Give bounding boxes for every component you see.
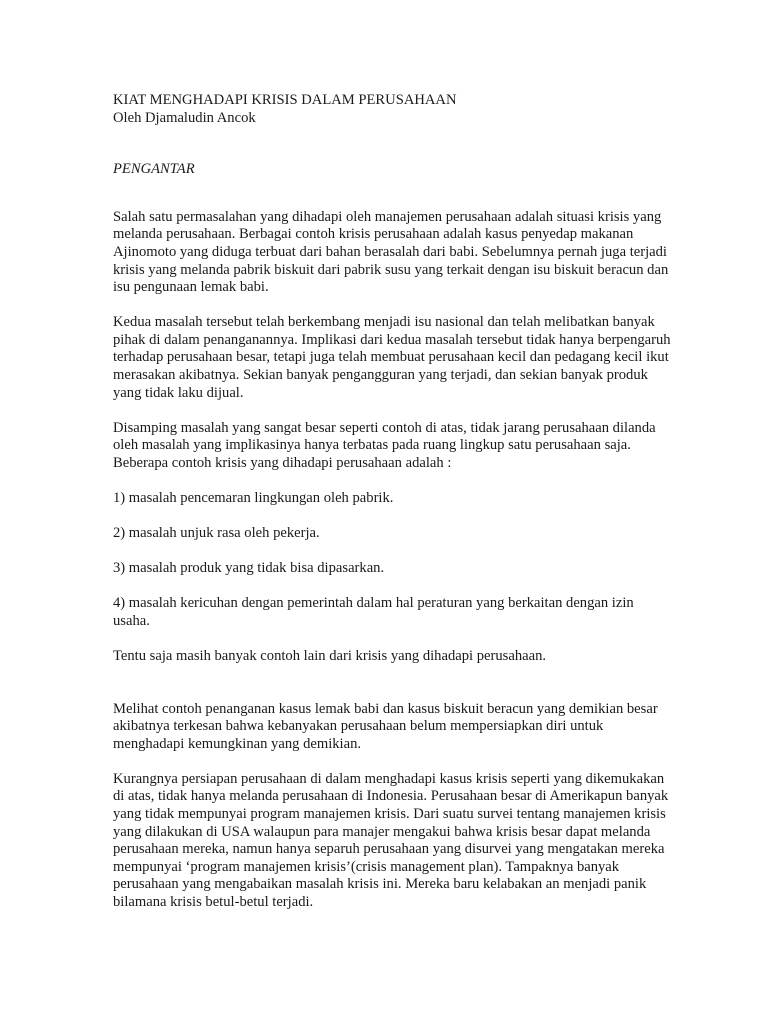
document-body bbox=[113, 92, 673, 912]
paragraph: Melihat contoh penanganan kasus lemak babi dan kasus biskuit beracun yang demikian besar akibatnya terkesan bahwa kebanyakan perusahaan belum mempersiapkan diri untuk menghadapi kemungkinan yang demikian. bbox=[113, 700, 658, 752]
paragraph: Kurangnya persiapan perusahaan di dalam menghadapi kasus krisis seperti yang dikemukakan di atas, tidak hanya melanda perusahaan di Indonesia. Perusahaan besar di Amerikapun banyak yang tidak mempunyai program manajemen krisis. Dari suatu survei tentang manajemen krisis yang dilakukan di USA walaupun para manajer mengakui bahwa krisis besar dapat melanda perusahaan mereka, namun hanya separuh perusahaan yang disurvei yang mengatakan mereka mempunyai ‘program manajemen krisis’(crisis management plan). Tampaknya banyak perusahaan yang mengabaikan masalah krisis ini. Mereka baru kelabakan an menjadi panik bilamana krisis betul-betul terjadi. bbox=[113, 770, 669, 910]
document-author: Oleh Djamaludin Ancok bbox=[113, 109, 256, 126]
section-heading: PENGANTAR bbox=[113, 161, 195, 178]
paragraph: Salah satu permasalahan yang dihadapi oleh manajemen perusahaan adalah situasi krisis yang melanda perusahaan. Berbagai contoh krisis perusahaan adalah kasus penyedap makanan Ajinomoto yang diduga terbuat dari bahan berasalah dari babi. Sebelumnya pernah juga terjadi krisis yang melanda pabrik biskuit dari pabrik susu yang terkait dengan isu biskuit beracun dan isu pengunaan lemak babi. bbox=[113, 208, 669, 296]
paragraph: Kedua masalah tersebut telah berkembang menjadi isu nasional dan telah melibatkan banyak pihak di dalam penanganannya. Implikasi dari kedua masalah tersebut tidak hanya berpengaruh terhadap perusahaan besar, tetapi juga telah membuat perusahaan kecil dan pedagang kecil ikut merasakan akibatnya. Sekian banyak pengangguran yang terjadi, dan sekian banyak produk yang tidak laku dijual. bbox=[113, 314, 671, 401]
list-item: 3) masalah produk yang tidak bisa dipasarkan. bbox=[113, 560, 385, 577]
list-item: 1) masalah pencemaran lingkungan oleh pabrik. bbox=[113, 490, 394, 506]
paragraph: Tentu saja masih banyak contoh lain dari krisis yang dihadapi perusahaan. bbox=[113, 647, 547, 664]
paragraph: Disamping masalah yang sangat besar seperti contoh di atas, tidak jarang perusahaan dilanda oleh masalah yang implikasinya hanya terbatas pada ruang lingkup satu perusahaan saja. Beberapa contoh krisis yang dihadapi perusahaan adalah : bbox=[113, 419, 656, 471]
list-item: 4) masalah kericuhan dengan pemerintah dalam hal peraturan yang berkaitan dengan izin usaha. bbox=[113, 595, 634, 629]
document-title: KIAT MENGHADAPI KRISIS DALAM PERUSAHAAN bbox=[113, 92, 457, 108]
list-item: 2) masalah unjuk rasa oleh pekerja. bbox=[113, 525, 320, 542]
